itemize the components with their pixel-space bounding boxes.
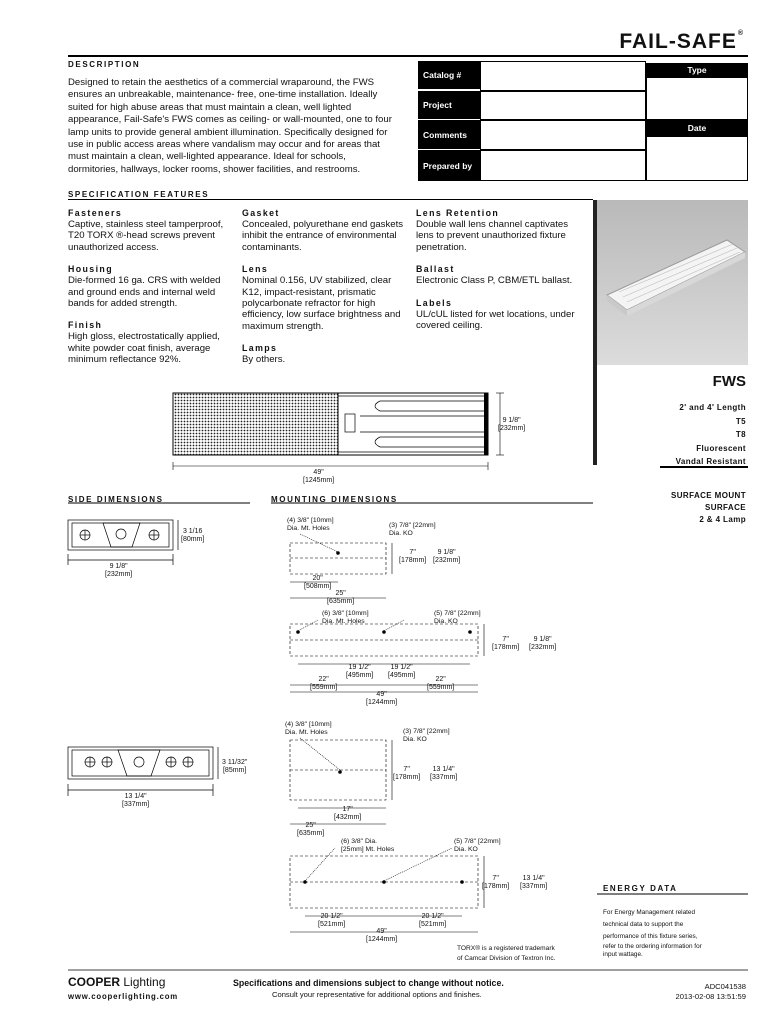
m4-2012a-mm: [521mm]: [318, 921, 346, 928]
spec-t5: T5: [735, 416, 746, 426]
m4-2012b-dim: [419, 913, 446, 929]
m1-holes-desc: Dia. Mt. Holes: [287, 525, 330, 532]
m2-22a-mm: [559mm]: [310, 684, 338, 691]
main-width-in: 9 1/8": [502, 417, 521, 424]
notice-text: Consult your representative for additional options and finishes.: [272, 990, 482, 999]
description-title: DESCRIPTION: [68, 60, 141, 69]
main-width-mm: [232mm]: [498, 425, 526, 432]
m4-holes-desc: [25mm] Mt. Holes: [341, 846, 395, 853]
m4-49-dim: [366, 928, 397, 944]
m4-49-in: 49": [376, 928, 387, 935]
housing-heading: Housing: [68, 264, 113, 275]
m1-20-dim: [304, 575, 331, 591]
m1-ko-desc: Dia. KO: [389, 530, 413, 537]
fasteners-heading: Fasteners: [68, 208, 123, 218]
mount-surface: SURFACE: [704, 503, 746, 512]
energy-title: ENERGY DATA: [603, 884, 678, 893]
m2-7-dim: [492, 636, 519, 652]
m3-ko-label: [403, 728, 450, 744]
m2-49-mm: [1244mm]: [366, 699, 398, 706]
m2-1912a-dim: [346, 664, 373, 680]
m4-2012b-mm: [521mm]: [419, 921, 447, 928]
m1-20-mm: [508mm]: [304, 583, 332, 590]
prepared-by-label: Prepared by: [418, 150, 480, 181]
energy-line-1: For Energy Management related: [603, 909, 696, 916]
comments-label: Comments: [418, 120, 480, 149]
m3-7-mm: [178mm]: [393, 774, 421, 781]
m4-7-in: 7": [492, 875, 499, 882]
housing-text: Die-formed 16 ga. CRS with welded and ground ends and internal weld bands for added strength.: [68, 275, 221, 310]
m3-1314-mm: [337mm]: [430, 774, 458, 781]
m2-22b-mm: [559mm]: [427, 684, 455, 691]
gasket-heading: Gasket: [242, 208, 280, 218]
mount-type: SURFACE MOUNT: [671, 491, 746, 500]
m2-holes-size: (6) 3/8" [10mm]: [322, 610, 369, 617]
m3-7-dim: [393, 766, 420, 782]
lamps-text: By others.: [242, 354, 286, 366]
m2-1912b-in: 19 1/2": [390, 664, 413, 671]
m1-20-in: 20": [312, 575, 323, 582]
m2-918-mm: [232mm]: [529, 644, 557, 651]
s1-height-mm: [80mm]: [181, 536, 205, 543]
s1-width-dim: [105, 563, 132, 579]
m1-ko-label: [389, 522, 436, 538]
m3-holes-label: [285, 721, 332, 737]
m4-2012a-in: 20 1/2": [320, 913, 343, 920]
type-label: Type: [646, 63, 748, 77]
s2-height-in: 3 11/32": [222, 759, 248, 766]
energy-line-4: refer to the ordering information for: [603, 943, 702, 950]
brand-name: FAIL-SAFE: [619, 30, 737, 53]
m3-ko-desc: Dia. KO: [403, 736, 427, 743]
m2-7-mm: [178mm]: [492, 644, 520, 651]
m2-1912b-dim: [388, 664, 415, 680]
m3-17-in: 17": [342, 806, 353, 813]
ballast-text: Electronic Class P, CBM/ETL ballast.: [416, 275, 573, 287]
spec-length: 2' and 4' Length: [679, 403, 746, 412]
energy-line-3: performance of this fixture series,: [603, 933, 698, 940]
m3-25-mm: [635mm]: [297, 830, 325, 837]
website-link[interactable]: www.cooperlighting.com: [68, 992, 179, 1001]
notice-bold: Specifications and dimensions subject to change without notice.: [233, 978, 504, 988]
m4-holes-label: [341, 838, 394, 854]
m4-7-mm: [178mm]: [482, 883, 510, 890]
main-width-dim: [498, 417, 525, 433]
m2-918-in: 9 1/8": [533, 636, 552, 643]
doc-meta: [675, 982, 746, 1002]
energy-line-5: input wattage.: [603, 951, 643, 958]
m2-49-in: 49": [376, 691, 387, 698]
m2-22a-dim: [310, 676, 337, 692]
m3-7-in: 7": [403, 766, 410, 773]
s2-width-dim: [122, 793, 149, 809]
main-length-in: 49": [313, 469, 324, 476]
m4-2012a-dim: [318, 913, 345, 929]
m1-7-mm: [178mm]: [399, 557, 427, 564]
m4-ko-label: [454, 838, 501, 854]
m3-1314-dim: [430, 766, 457, 782]
project-label: Project: [418, 91, 480, 119]
s1-width-in: 9 1/8": [109, 563, 128, 570]
m4-ko-desc: Dia. KO: [454, 846, 478, 853]
m3-17-dim: [334, 806, 361, 822]
lens-retention-heading: Lens Retention: [416, 208, 500, 218]
ballast-heading: Ballast: [416, 264, 455, 275]
side-view-2lamp: [68, 520, 178, 565]
s2-height-mm: [85mm]: [222, 767, 247, 774]
fixture-top-view: [173, 393, 504, 470]
m3-ko-size: (3) 7/8" [22mm]: [403, 728, 450, 735]
m2-22b-dim: [427, 676, 454, 692]
m3-25-in: 25": [305, 822, 316, 829]
date-label: Date: [646, 120, 748, 136]
m3-holes-size: (4) 3/8" [10mm]: [285, 721, 332, 728]
s2-width-in: 13 1/4": [124, 793, 147, 800]
lamps-heading: Lamps: [242, 343, 278, 354]
m1-7-in: 7": [409, 549, 416, 556]
energy-text: [603, 907, 748, 959]
spec-vandal: Vandal Resistant: [675, 457, 746, 466]
m1-918-dim: [433, 549, 460, 565]
cooper-logo-bold: COOPER: [68, 975, 121, 989]
m1-25-dim: [327, 590, 354, 606]
m2-1912b-mm: [495mm]: [388, 672, 416, 679]
spec-t8: T8: [735, 430, 746, 439]
m2-7-in: 7": [502, 636, 509, 643]
lens-heading: Lens: [242, 264, 269, 275]
m3-17-mm: [432mm]: [334, 814, 362, 821]
m2-ko-label: [434, 610, 481, 626]
torx-note-line-2: of Camcar Division of Textron Inc.: [457, 955, 556, 962]
spec-title: SPECIFICATION FEATURES: [68, 190, 210, 199]
cooper-logo-light: Lighting: [120, 975, 166, 989]
labels-text: UL/cUL listed for wet locations, under covered ceiling.: [416, 308, 575, 332]
main-length-mm: [1245mm]: [303, 477, 335, 484]
gasket-text: Concealed, polyurethane end gaskets inhibit the entrance of environmental contaminants.: [242, 219, 404, 253]
m2-1912a-in: 19 1/2": [348, 664, 371, 671]
m4-7-dim: [482, 875, 509, 891]
main-length-dim: [303, 469, 334, 485]
m4-49-mm: [1244mm]: [366, 936, 398, 943]
m1-holes-size: (4) 3/8" [10mm]: [287, 517, 334, 524]
lens-text: Nominal 0.156, UV stabilized, clear K12, impact-resistant, prismatic polycarbonate refractor for high efficiency, low surface brightness and maximum strength.: [242, 275, 401, 332]
s2-height-dim: [222, 759, 247, 775]
m4-2012b-in: 20 1/2": [421, 913, 444, 920]
finish-text: High gloss, electrostatically applied, white powder coat finish, average minimum reflectance 92%.: [68, 331, 220, 366]
cooper-logo[interactable]: [68, 975, 165, 989]
side-dimensions-title: SIDE DIMENSIONS: [68, 495, 164, 504]
m3-25-dim: [297, 822, 324, 838]
m2-22a-in: 22": [318, 676, 329, 683]
m4-ko-size: (5) 7/8" [22mm]: [454, 838, 501, 845]
m1-25-in: 25": [335, 590, 346, 597]
lens-retention-text: Double wall lens channel captivates lens to prevent unauthorized fixture penetration.: [416, 219, 568, 253]
s1-height-in: 3 1/16: [182, 528, 203, 535]
labels-heading: Labels: [416, 297, 453, 308]
m4-holes-size: (6) 3/8" Dia.: [341, 838, 378, 845]
m1-918-in: 9 1/8": [437, 549, 456, 556]
m4-1314-dim: [520, 875, 547, 891]
description-text: Designed to retain the aesthetics of a commercial wraparound, the FWS ensures an unbreakable, maintenance- free, one-time installation. Ideally suited for high abuse areas that must maintain a clean, well lighted appearance, Fail-Safe's FWS comes as ceiling- or wall-mounted, one to four lamp units to provide general ambient illumination. Specifically designed for use in public access areas where vandalism may occur and for areas that must maintain a clean, well-lighted appearance. Ideal for schools, dormitories, hallways, locker rooms, shower facilities, and restrooms.: [68, 77, 392, 175]
m4-1314-mm: [337mm]: [520, 883, 548, 890]
m1-7-dim: [399, 549, 426, 565]
m1-holes-label: [287, 517, 334, 533]
spec-fluorescent: Fluorescent: [696, 443, 746, 453]
brand-reg-mark: ®: [737, 30, 744, 37]
m3-1314-in: 13 1/4": [432, 766, 455, 773]
energy-line-2: technical data to support the: [603, 921, 684, 928]
mounting-dimensions-title: MOUNTING DIMENSIONS: [271, 495, 398, 504]
m1-ko-size: (3) 7/8" [22mm]: [389, 522, 436, 529]
m2-1912a-mm: [495mm]: [346, 672, 374, 679]
m4-1314-in: 13 1/4": [522, 875, 545, 882]
m2-ko-size: (5) 7/8" [22mm]: [434, 610, 481, 617]
finish-heading: Finish: [68, 320, 103, 331]
fasteners-text: Captive, stainless steel tamperproof, T20 TORX ®-head screws prevent unauthorized access.: [68, 219, 224, 253]
m1-25-mm: [635mm]: [327, 598, 355, 605]
doc-timestamp: 2013-02-08 13:51:59: [675, 992, 746, 1001]
s2-width-mm: [337mm]: [122, 801, 150, 808]
torx-note: [457, 944, 555, 964]
m2-918-dim: [529, 636, 556, 652]
catalog-label: Catalog #: [418, 61, 480, 89]
product-code: FWS: [712, 373, 746, 390]
torx-note-line-1: TORX® is a registered trademark: [457, 945, 555, 952]
m2-22b-in: 22": [435, 676, 446, 683]
m2-holes-desc: Dia. Mt. Holes: [322, 618, 365, 625]
m1-918-mm: [232mm]: [433, 557, 461, 564]
side-view-4lamp: [68, 747, 218, 796]
mount-lamps: 2 & 4 Lamp: [699, 515, 746, 524]
s1-height-dim: [181, 528, 204, 544]
m2-holes-label: [322, 610, 369, 626]
m2-49-dim: [366, 691, 397, 707]
m2-ko-desc: Dia. KO: [434, 618, 458, 625]
doc-id: ADC041538: [704, 982, 746, 991]
s1-width-mm: [232mm]: [105, 571, 133, 578]
m3-holes-desc: Dia. Mt. Holes: [285, 729, 328, 736]
